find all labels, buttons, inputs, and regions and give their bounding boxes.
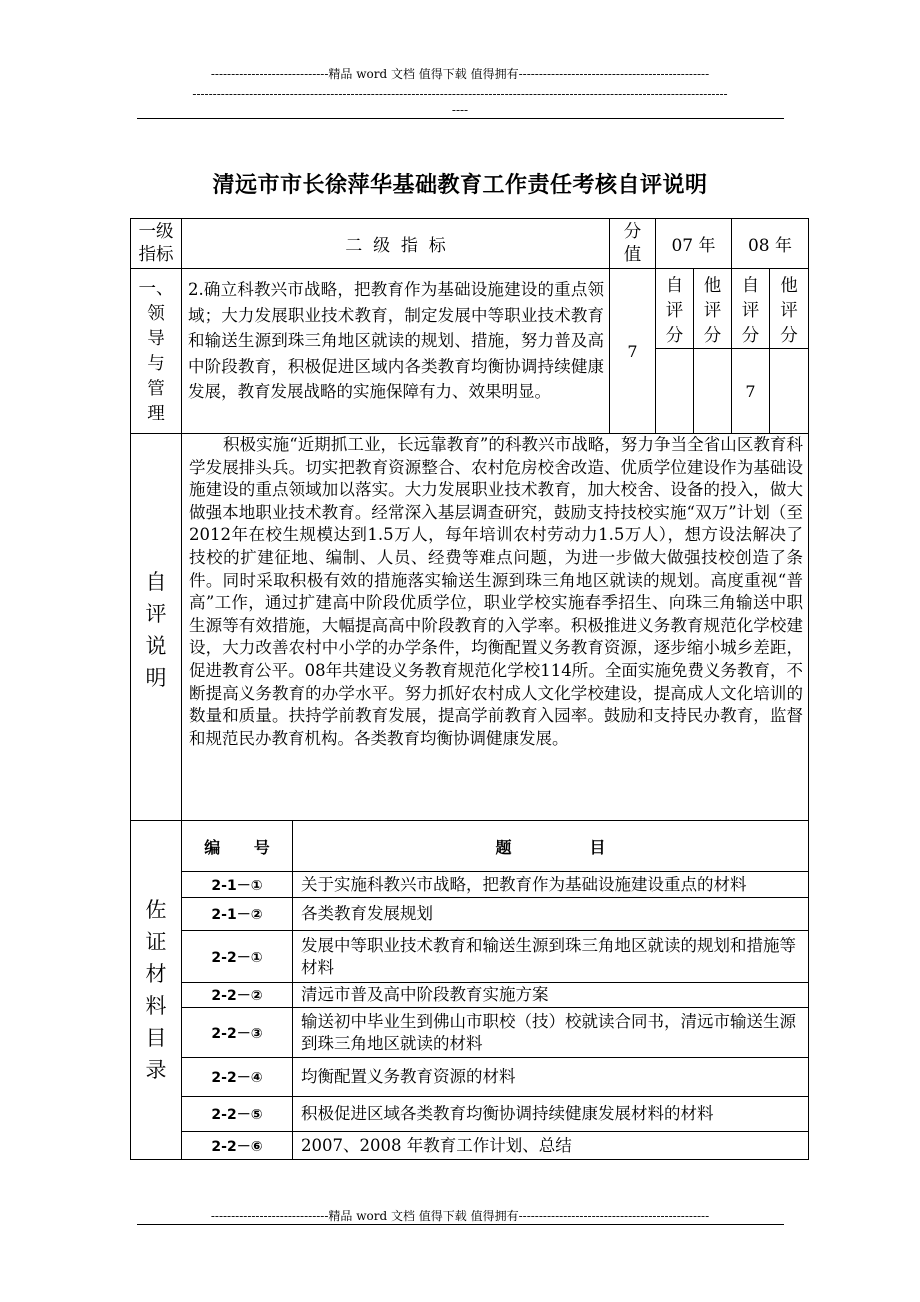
item-title: 关于实施科教兴市战略，把教育作为基础设施建设重点的材料 [301, 874, 747, 894]
table-line [130, 268, 809, 269]
header-year-07: 07 年 [671, 236, 716, 256]
page-header-dashes-tail: ---- [451, 103, 469, 117]
page-header-dashes: ------------------------------------------------------------------------------------------------------------------------------------ [192, 87, 728, 101]
list-header-code: 编 号 [204, 837, 270, 857]
item-title: 均衡配置义务教育资源的材料 [301, 1067, 516, 1086]
score-08-self-value: 7 [745, 381, 756, 401]
row-self-evaluation-text: 积极实施“近期抓工业，长远靠教育”的科教兴市战略，努力争当全省山区教育科学发展排头兵。切实把教育资源整合、农村危房校舍改造、优质学位建设作为基础设施建设的重点领域加以落实。大力发展职业技术教育，加大校舍、设备的投入，做大做强本地职业技术教育。经常深入基层调查研究，鼓励支持技校实施“双万”计划（至2012年在校生规模达到1.5万人，每年培训农村劳动力1.5万人），想方设法解决了技校的扩建征地、编制、人员、经费等难点问题，为进一步做大做强技校创造了条件。同时采取积极有效的措施落实输送生源到珠三角地区就读的规划。高度重视“普高”工作，通过扩建高中阶段优质学位，职业学校实施春季招生、向珠三角输送中职生源等有效措施，大幅提高高中阶段教育的入学率。积极推进义务教育规范化学校建设，大力改善农村中小学的办学条件，均衡配置义务教育资源，逐步缩小城乡差距，促进教育公平。08年共建设义务教育规范化学校114所。全面实施免费义务教育，不断提高义务教育的办学水平。努力抓好农村成人文化学校建设，提高成人文化培训的数量和质量。扶持学前教育发展，提高学前教育入园率。鼓励和支持民办教育，监督和规范民办教育机构。各类教育均衡协调健康发展。 [189, 435, 803, 748]
item-title: 清远市普及高中阶段教育实施方案 [301, 985, 549, 1004]
item-title: 输送初中毕业生到佛山市职校（技）校就读合同书，清远市输送生源到珠三角地区就读的材料 [301, 1011, 796, 1053]
item-title: 发展中等职业技术教育和输送生源到珠三角地区就读的规划和措施等材料 [301, 935, 796, 977]
row-leadership-score: 7 [627, 341, 638, 361]
table-border-bottom [130, 1159, 809, 1160]
row-leadership-label: 一、 领 导 与 管 理 [138, 279, 174, 424]
score-07-other-header: 他 评 分 [703, 276, 722, 346]
score-08-self-header: 自 评 分 [741, 276, 760, 346]
item-code: 2-2－⑤ [211, 1107, 263, 1123]
item-title: 积极促进区域各类教育均衡协调持续健康发展材料的材料 [301, 1104, 714, 1123]
item-code: 2-2－⑥ [211, 1138, 263, 1155]
table-border-right [808, 218, 809, 1159]
list-header-title: 题 目 [495, 837, 606, 857]
row-evidence-label: 佐 证 材 料 目 录 [145, 898, 167, 1082]
page-footer: -----------------------------精品 word 文档 值得下载 值得拥有----------------------------------------------- [210, 1209, 710, 1223]
footer-rule [137, 1224, 784, 1225]
item-code: 2-1－② [211, 907, 263, 923]
header-year-08: 08 年 [747, 236, 793, 256]
header-score: 分 值 [623, 221, 642, 265]
header-level1-indicator: 一级 指标 [138, 221, 174, 265]
item-code: 2-2－③ [211, 1025, 263, 1042]
page-header: -----------------------------精品 word 文档 值得下载 值得拥有----------------------------------------------- [210, 67, 710, 81]
item-code: 2-2－② [211, 988, 263, 1004]
score-07-self-header: 自 评 分 [665, 276, 684, 346]
item-title: 2007、2008 年教育工作计划、总结 [301, 1135, 572, 1155]
document-title: 清远市市长徐萍华基础教育工作责任考核自评说明 [212, 173, 708, 198]
score-08-other-header: 他 评 分 [780, 276, 798, 346]
header-rule [137, 118, 784, 119]
header-level2-indicator: 二 级 指 标 [345, 236, 446, 256]
item-code: 2-2－① [211, 949, 263, 966]
item-code: 2-2－④ [211, 1070, 263, 1086]
row-leadership-text: 2.确立科教兴市战略，把教育作为基础设施建设的重点领域；大力发展职业技术教育，制定发展中等职业技术教育和输送生源到珠三角地区就读的规划、措施，努力普及高中阶段教育，积极促进区域内各类教育均衡协调持续健康发展，教育发展战略的实施保障有力、效果明显。 [188, 280, 604, 401]
item-code: 2-1－① [211, 877, 263, 894]
item-title: 各类教育发展规划 [301, 904, 433, 923]
row-self-evaluation-label: 自 评 说 明 [145, 570, 167, 690]
